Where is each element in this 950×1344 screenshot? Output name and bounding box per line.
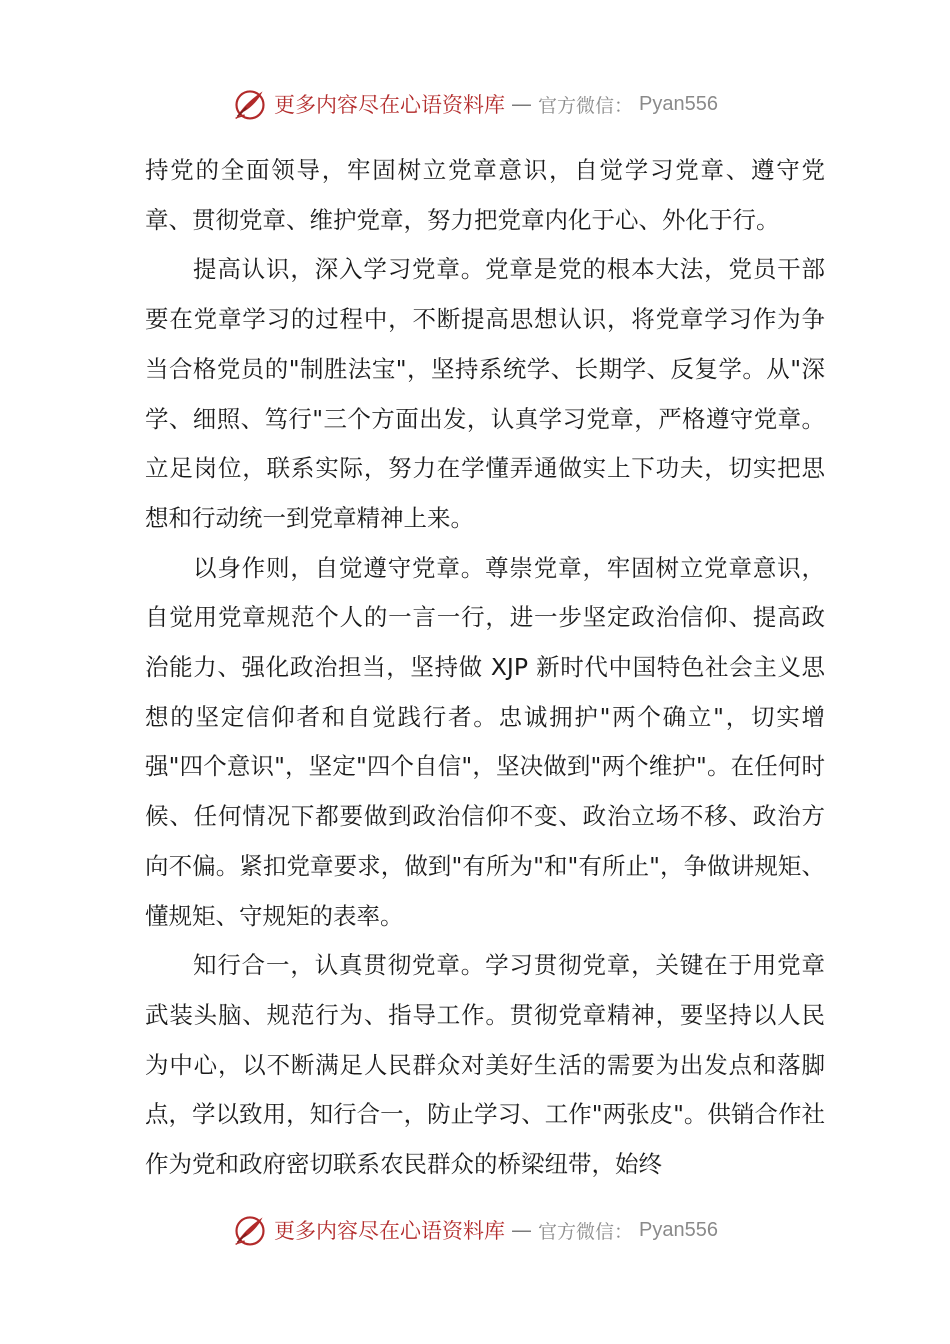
quill-logo-icon [232, 1212, 268, 1248]
paragraph: 知行合一，认真贯彻党章。学习贯彻党章，关键在于用党章武装头脑、规范行为、指导工作。贯彻党章精神，要坚持以人民为中心，以不断满足人民群众对美好生活的需要为出发点和落脚点，学以致用，知行合一，防止学习、工作"两张皮"。供销合作社作为党和政府密切联系农民群众的桥梁纽带，始终 [145, 951, 825, 1179]
paragraph: 提高认识，深入学习党章。党章是党的根本大法，党员干部要在党章学习的过程中，不断提高思想认识，将党章学习作为争当合格党员的"制胜法宝"，坚持系统学、长期学、反复学。从"深学、细照、笃行"三个方面出发，认真学习党章，严格遵守党章。立足岗位，联系实际，努力在学懂弄通做实上下功夫，切实把思想和行动统一到党章精神上来。 [145, 255, 825, 532]
separator: — [511, 1218, 532, 1242]
wechat-id: Pyan556 [639, 92, 718, 115]
document-body [145, 146, 825, 1190]
brand-text: 更多内容尽在心语资料库 [274, 93, 505, 117]
wechat-label: 官方微信： [538, 94, 634, 117]
paragraph-continued: 持党的全面领导，牢固树立党章意识，自觉学习党章、遵守党章、贯彻党章、维护党章，努力把党章内化于心、外化于行。 [145, 156, 825, 234]
paragraph: 以身作则，自觉遵守党章。尊崇党章，牢固树立党章意识，自觉用党章规范个人的一言一行，进一步坚定政治信仰、提高政治能力、强化政治担当，坚持做 XJP 新时代中国特色社会主义思想的坚定信仰者和自觉践行者。忠诚拥护"两个确立"，切实增强"四个意识"，坚定"四个自信"，坚决做到"两个维护"。在任何时候、任何情况下都要做到政治信仰不变、政治立场不移、政治方向不偏。紧扣党章要求，做到"有所为"和"有所止"，争做讲规矩、懂规矩、守规矩的表率。 [145, 553, 825, 930]
header-banner [0, 84, 950, 124]
brand-text: 更多内容尽在心语资料库 [274, 1219, 505, 1243]
separator: — [511, 92, 532, 116]
quill-logo-icon [232, 86, 268, 122]
wechat-label: 官方微信： [538, 1220, 634, 1243]
footer-banner [0, 1210, 950, 1250]
wechat-id: Pyan556 [639, 1218, 718, 1241]
